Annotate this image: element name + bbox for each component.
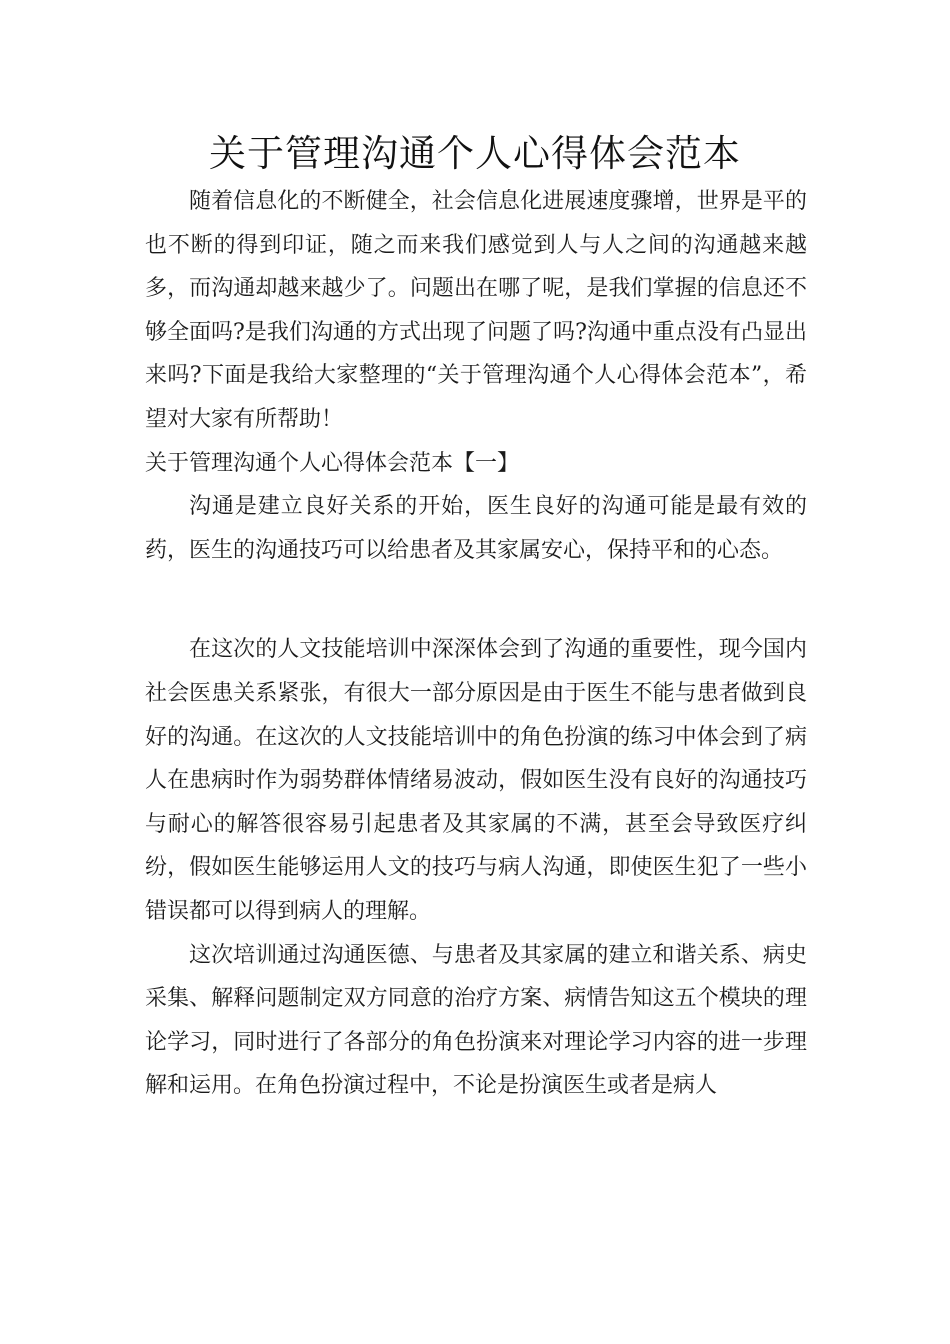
document-body	[145, 180, 807, 1108]
body-paragraph-3: 这次培训通过沟通医德、与患者及其家属的建立和谐关系、病史采集、解释问题制定双方同意的治疗方案、病情告知这五个模块的理论学习，同时进行了各部分的角色扮演来对理论学习内容的进一步理解和运用。在角色扮演过程中，不论是扮演医生或者是病人	[145, 942, 807, 1099]
intro-paragraph: 随着信息化的不断健全，社会信息化进展速度骤增，世界是平的也不断的得到印证，随之而来我们感觉到人与人之间的沟通越来越多，而沟通却越来越少了。问题出在哪了呢，是我们掌握的信息还不够全面吗?是我们沟通的方式出现了问题了吗?沟通中重点没有凸显出来吗?下面是我给大家整理的“关于管理沟通个人心得体会范本”，希望对大家有所帮助！	[145, 189, 807, 432]
body-paragraph-1: 沟通是建立良好关系的开始，医生良好的沟通可能是最有效的药，医生的沟通技巧可以给患者及其家属安心，保持平和的心态。	[145, 494, 807, 563]
paragraph-spacer	[145, 572, 807, 628]
document-title: 关于管理沟通个人心得体会范本	[209, 132, 741, 175]
body-paragraph-2: 在这次的人文技能培训中深深体会到了沟通的重要性，现今国内社会医患关系紧张，有很大一部分原因是由于医生不能与患者做到良好的沟通。在这次的人文技能培训中的角色扮演的练习中体会到了病人在患病时作为弱势群体情绪易波动，假如医生没有良好的沟通技巧与耐心的解答很容易引起患者及其家属的不满，甚至会导致医疗纠纷，假如医生能够运用人文的技巧与病人沟通，即使医生犯了一些小错误都可以得到病人的理解。	[145, 637, 807, 924]
section-heading: 关于管理沟通个人心得体会范本【一】	[145, 450, 520, 476]
